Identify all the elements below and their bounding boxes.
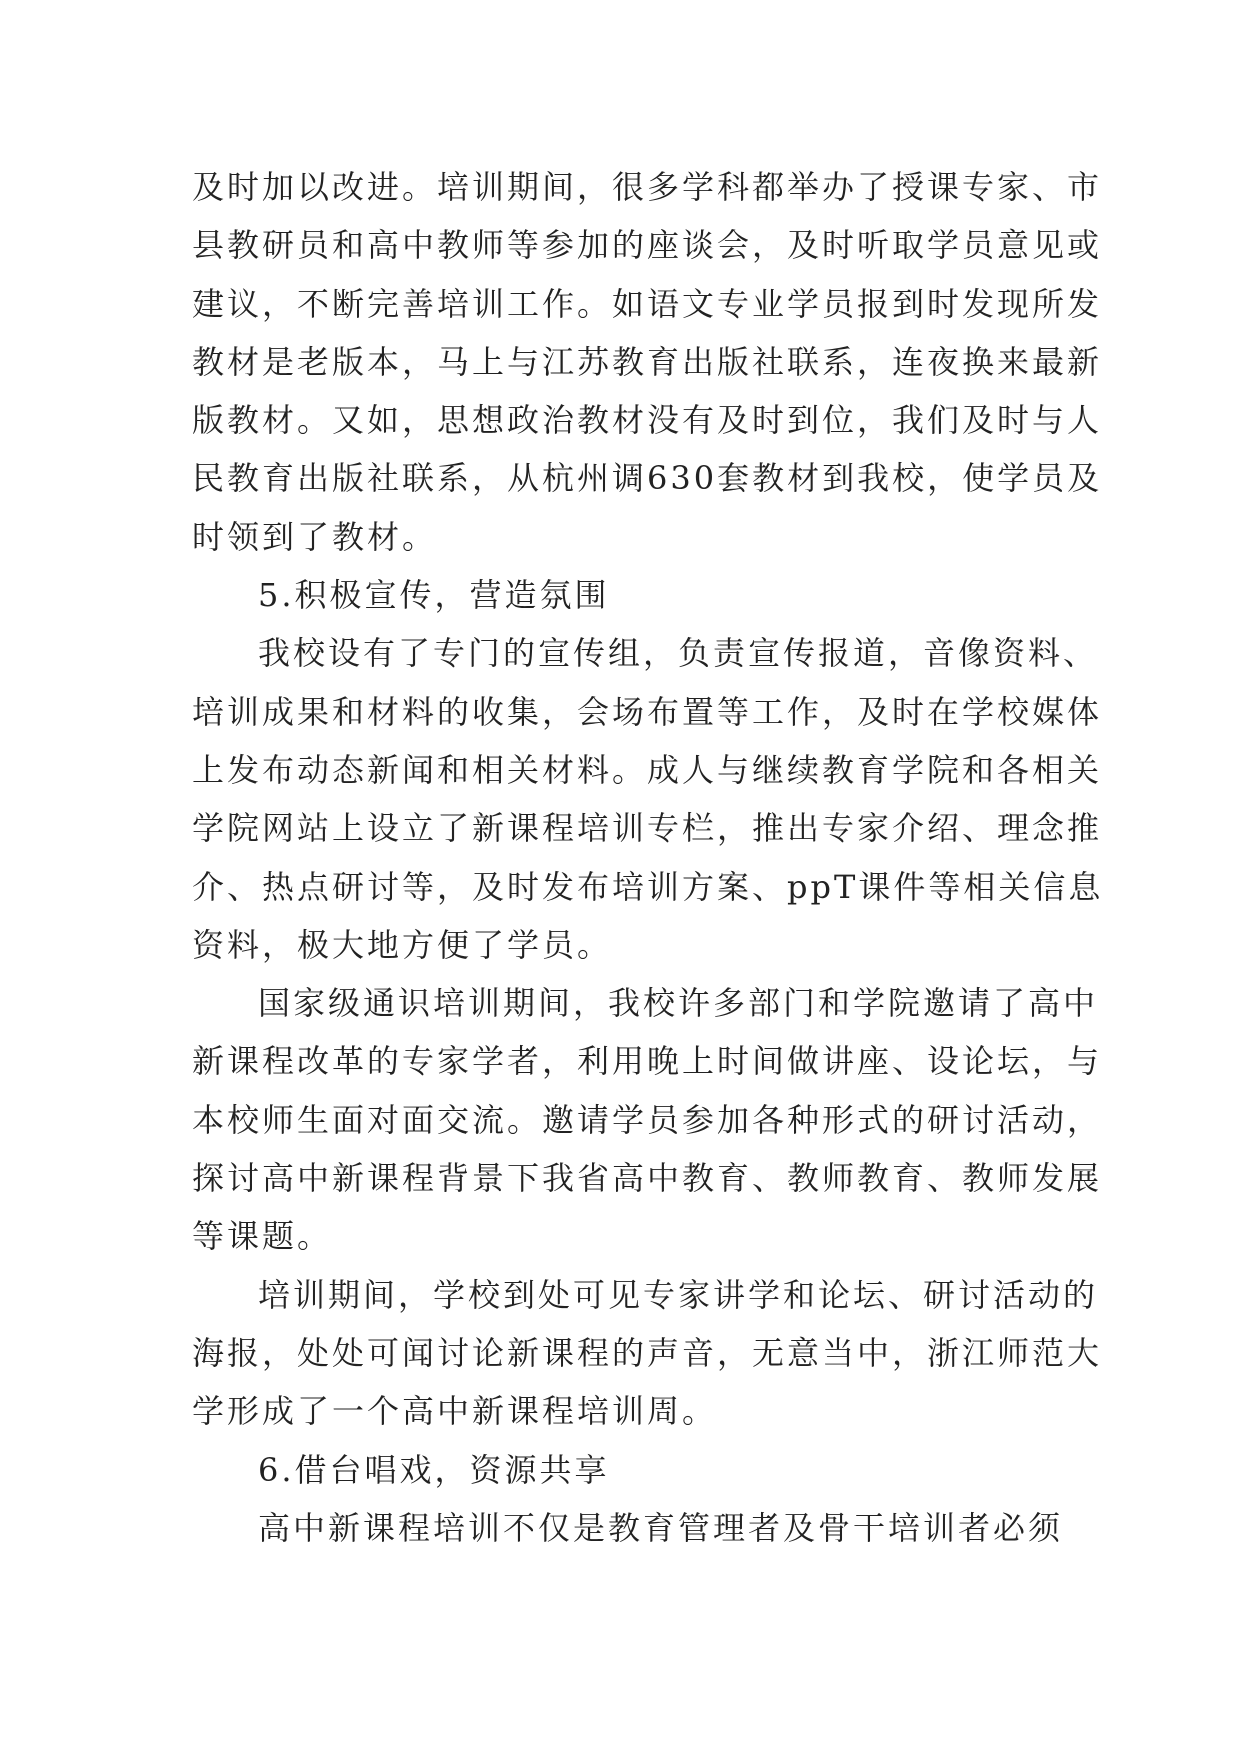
text-line: 上发布动态新闻和相关材料。成人与继续教育学院和各相关 bbox=[192, 750, 1103, 789]
text-line: 等课题。 bbox=[192, 1217, 333, 1256]
section-heading: 6.借台唱戏，资源共享 bbox=[258, 1450, 610, 1489]
paragraph-start: 高中新课程培训不仅是教育管理者及骨干培训者必须 bbox=[258, 1508, 1064, 1547]
paragraph-start: 培训期间，学校到处可见专家讲学和论坛、研讨活动的 bbox=[258, 1275, 1099, 1314]
text-line: 培训成果和材料的收集，会场布置等工作，及时在学校媒体 bbox=[192, 692, 1103, 731]
body-text bbox=[192, 158, 1104, 1557]
text-line: 版教材。又如，思想政治教材没有及时到位，我们及时与人 bbox=[192, 401, 1103, 440]
paragraph-start: 我校设有了专门的宣传组，负责宣传报道，音像资料、 bbox=[258, 634, 1099, 673]
text-line: 学院网站上设立了新课程培训专栏，推出专家介绍、理念推 bbox=[192, 809, 1103, 848]
text-line: 本校师生面对面交流。邀请学员参加各种形式的研讨活动， bbox=[192, 1100, 1103, 1139]
text-line: 及时加以改进。培训期间，很多学科都举办了授课专家、市 bbox=[192, 168, 1103, 206]
text-line: 资料，极大地方便了学员。 bbox=[192, 925, 613, 964]
text-line: 学形成了一个高中新课程培训周。 bbox=[192, 1392, 718, 1431]
text-line: 民教育出版社联系，从杭州调630套教材到我校，使学员及 bbox=[192, 459, 1103, 498]
section-heading: 5.积极宣传，营造氛围 bbox=[258, 576, 610, 615]
text-line: 介、热点研讨等，及时发布培训方案、ppT课件等相关信息 bbox=[192, 867, 1104, 906]
text-line: 探讨高中新课程背景下我省高中教育、教师教育、教师发展 bbox=[192, 1159, 1103, 1198]
text-line: 教材是老版本，马上与江苏教育出版社联系，连夜换来最新 bbox=[192, 342, 1103, 381]
text-line: 建议，不断完善培训工作。如语文专业学员报到时发现所发 bbox=[192, 284, 1103, 323]
text-line: 时领到了教材。 bbox=[192, 517, 438, 556]
text-line: 县教研员和高中教师等参加的座谈会，及时听取学员意见或 bbox=[192, 226, 1103, 265]
text-line: 海报，处处可闻讨论新课程的声音，无意当中，浙江师范大 bbox=[192, 1333, 1103, 1372]
text-line: 新课程改革的专家学者，利用晚上时间做讲座、设论坛，与 bbox=[192, 1042, 1103, 1081]
paragraph-start: 国家级通识培训期间，我校许多部门和学院邀请了高中 bbox=[258, 984, 1099, 1023]
